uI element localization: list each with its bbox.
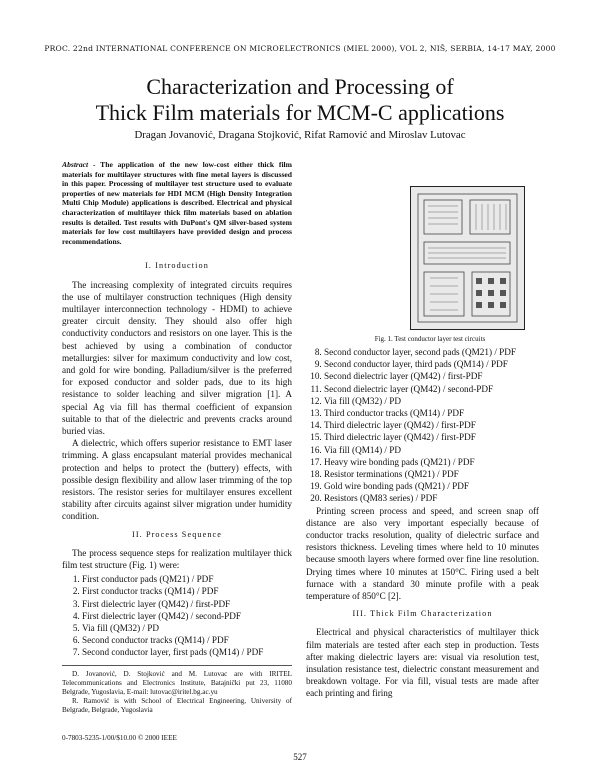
list-item: 7. Second conductor layer, first pads (QM14) / PDF [82, 646, 292, 658]
list-item: 13. Third conductor tracks (QM14) / PDF [324, 407, 539, 419]
footnote-2: R. Ramović is with School of Electrical Engineering, University of Belgrade, Belgrade, Yugoslavia [62, 696, 292, 714]
title-line-1: Characterization and Processing of [146, 74, 454, 99]
list-item: 5. Via fill (QM32) / PD [82, 622, 292, 634]
list-item: 19. Gold wire bonding pads (QM21) / PDF [324, 480, 539, 492]
process-paragraph-2: Printing screen process and speed, and screen snap off distance are also very important especially because of conductor tracks resolution, quality of dielectric surface and resistors thickness. Leveling times where held to 10 minutes because smooth layers where formed over fine line resolution. Drying times where 10 minutes at 150°C. Firing used a belt furnace with a standard 30 minute profile with a peak temperature of 850°C [2]. [306, 505, 539, 602]
intro-paragraph-1: The increasing complexity of integrated circuits requires the use of multilayer construction techniques (High density multilayer interconnection technology - HDMI) to achieve greater circuit density. They should also offer high conductivity conductors and resistors on one layer. This is the best achieved by using a combination of conductor metallurgies: silver for maximum conductivity and low cost, and gold for wire bonding. Palladium/silver is the preferred for exposed conductor and solder pads, due to its high resistance to solder leaching and silver migration [1]. A special Ag via fill has thermal coefficient of expansion suitable to that of the dielectric and prevents cracks around buried vias. [62, 279, 292, 436]
characterization-paragraph-1: Electrical and physical characteristics of multilayer thick film materials are tested after each step in production. Tests after making dielectric layers are: visual via resolution test, insulation resistance test, dielectric constant measurement and breakdown voltage. For via fill, visual tests are made after each printing and firing [306, 627, 539, 699]
abstract [62, 160, 292, 246]
list-item: 2. First conductor tracks (QM14) / PDF [82, 585, 292, 597]
process-steps-right [306, 346, 539, 505]
abstract-body: The application of the new low-cost either thick film materials for multilayer structures with fine metal layers is discussed in this paper. Processing of multilayer test structure used to evaluate properties of new materials for HDI MCM (High Density Integration Multi Chip Module) applications is described. Electrical and physical characterization of multilayer thick film materials based on ablation results is detailed. Test results with DuPont's QM silver-based system materials for low cost multilayers have provided design and process recommendations. [62, 160, 292, 246]
list-item: 14. Third dielectric layer (QM42) / first-PDF [324, 419, 539, 431]
list-item: 16. Via fill (QM14) / PD [324, 444, 539, 456]
footnote-1: D. Jovanović, D. Stojković and M. Lutovac are with IRITEL Telecommunications and Electronics Institute, Batajnički put 23, 11080 Belgrade, Yugoslavia, E-mail: lutovac@iritel.bg.ac.yu [62, 669, 292, 696]
page-number: 527 [293, 752, 307, 762]
paper-title [0, 74, 600, 126]
running-header: PROC. 22nd INTERNATIONAL CONFERENCE ON MICROELECTRONICS (MIEL 2000), VOL 2, NIŠ, SERBIA, 14-17 MAY, 2000 [44, 44, 556, 53]
list-item: 9. Second conductor layer, third pads (QM14) / PDF [324, 358, 539, 370]
title-line-2: Thick Film materials for MCM-C applications [95, 100, 505, 125]
list-item: 8. Second conductor layer, second pads (QM21) / PDF [324, 346, 539, 358]
list-item: 12. Via fill (QM32) / PD [324, 395, 539, 407]
list-item: 6. Second conductor tracks (QM14) / PDF [82, 634, 292, 646]
author-footnotes [62, 665, 292, 715]
section-heading-process: II. Process Sequence [132, 529, 222, 539]
intro-paragraph-2: A dielectric, which offers superior resistance to EMT laser trimming. A glass encapsulant material provides mechanical protection and helps to protect the (buttery) effects, with possible design flexibility and allow laser trimming of the top resistors. The resistor series for multilayer ensures excellent stability after circuits against silver migration under humidity condition. [62, 438, 292, 522]
test-circuit-figure [410, 186, 525, 330]
section-heading-characterization: III. Thick Film Characterization [352, 609, 493, 619]
process-steps-left [62, 573, 292, 658]
left-column [62, 160, 292, 715]
copyright-notice: 0-7803-5235-1/00/$10.00 © 2000 IEEE [62, 734, 177, 742]
list-item: 11. Second dielectric layer (QM42) / second-PDF [324, 383, 539, 395]
right-column [306, 346, 539, 700]
abstract-lead: Abstract - [62, 160, 96, 169]
list-item: 17. Heavy wire bonding pads (QM21) / PDF [324, 456, 539, 468]
list-item: 15. Third dielectric layer (QM42) / first-PDF [324, 431, 539, 443]
list-item: 1. First conductor pads (QM21) / PDF [82, 573, 292, 585]
list-item: 18. Resistor terminations (QM21) / PDF [324, 468, 539, 480]
figure-caption: Fig. 1. Test conductor layer test circuits [374, 335, 486, 343]
author-list: Dragan Jovanović, Dragana Stojković, Rifat Ramović and Miroslav Lutovac [134, 129, 466, 141]
section-heading-intro: I. Introduction [145, 261, 209, 271]
list-item: 10. Second dielectric layer (QM42) / first-PDF [324, 370, 539, 382]
list-item: 3. First dielectric layer (QM42) / first-PDF [82, 598, 292, 610]
list-item: 4. First dielectric layer (QM42) / second-PDF [82, 610, 292, 622]
process-paragraph-1: The process sequence steps for realization multilayer thick film test structure (Fig. 1) were: [62, 547, 292, 571]
list-item: 20. Resistors (QM83 series) / PDF [324, 492, 539, 504]
